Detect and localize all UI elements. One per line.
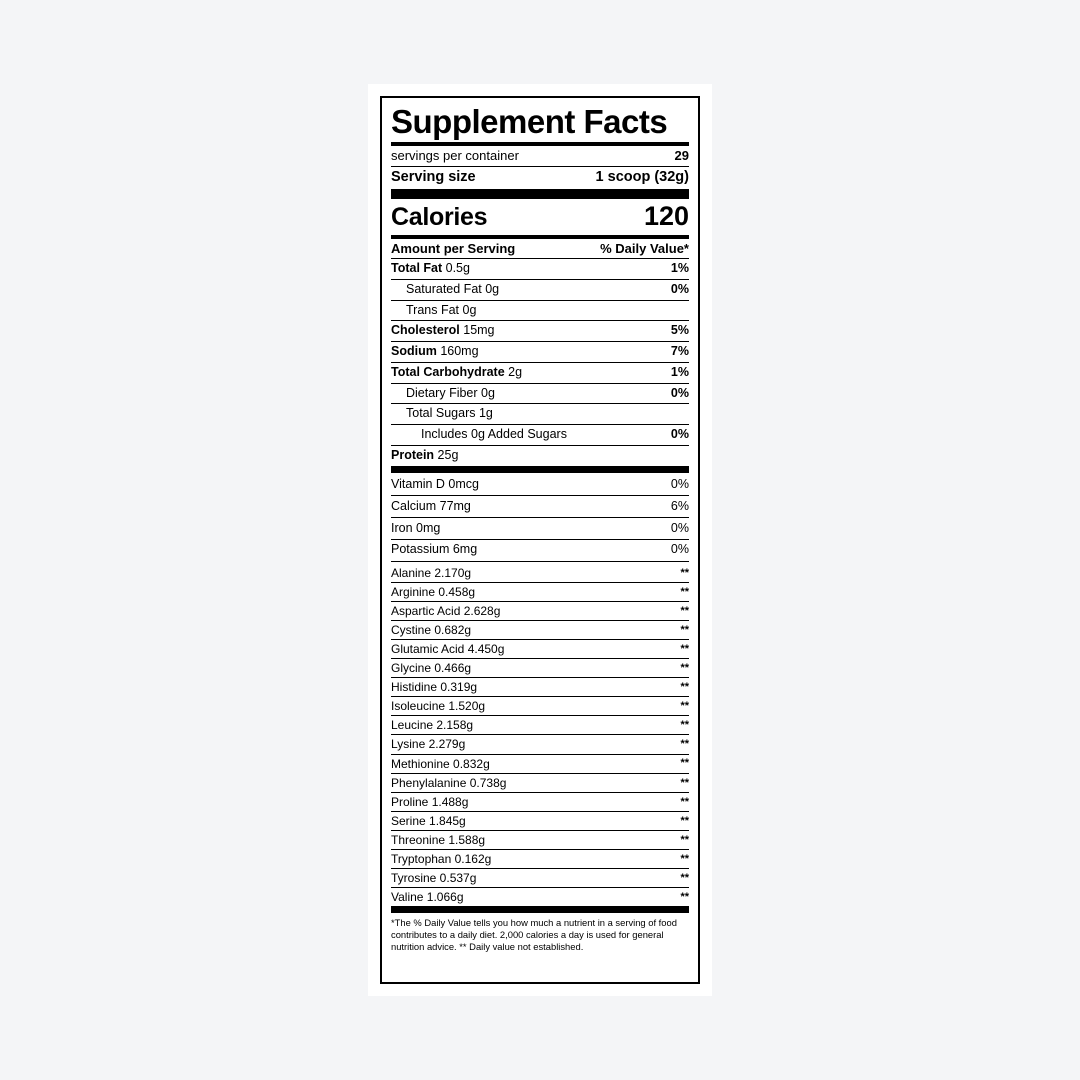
amino-acid-row <box>391 888 689 906</box>
amino-acid-row <box>391 678 689 696</box>
amino-acid-daily-value: ** <box>680 681 689 694</box>
nutrient-name: Total Carbohydrate 2g <box>391 364 523 379</box>
amino-acid-row <box>391 564 689 582</box>
vitamin-name: Calcium 77mg <box>391 498 471 513</box>
amino-acid-name: Tryptophan 0.162g <box>391 852 492 867</box>
vitamin-row <box>391 496 689 517</box>
footnote-text: *The % Daily Value tells you how much a nutrient in a serving of food contributes to a daily diet. 2,000 calories a day is used for general nutrition advice. ** Daily value not established. <box>391 917 677 953</box>
daily-value-header-row <box>391 239 689 259</box>
nutrient-name: Dietary Fiber 0g <box>406 385 495 400</box>
divider-serving-size <box>391 189 689 199</box>
amino-acid-name: Phenylalanine 0.738g <box>391 775 507 790</box>
amino-acid-row <box>391 716 689 734</box>
amino-acid-row <box>391 659 689 677</box>
amino-acid-row <box>391 735 689 753</box>
amino-acid-daily-value: ** <box>680 891 689 904</box>
nutrient-row <box>391 259 689 279</box>
nutrient-row <box>391 342 689 362</box>
amino-acid-name: Serine 1.845g <box>391 813 466 828</box>
nutrient-daily-value: 1% <box>670 364 689 379</box>
amino-acid-daily-value: ** <box>680 585 689 598</box>
vitamin-row <box>391 540 689 561</box>
amino-acid-row <box>391 831 689 849</box>
nutrient-row <box>391 321 689 341</box>
nutrient-row <box>391 301 689 321</box>
amino-acid-daily-value: ** <box>680 604 689 617</box>
amino-acid-row <box>391 697 689 715</box>
servings-per-container-value: 29 <box>674 147 689 163</box>
nutrient-row <box>391 280 689 300</box>
serving-size-value: 1 scoop (32g) <box>595 169 689 186</box>
amount-per-serving-label: Amount per Serving <box>391 240 516 256</box>
nutrient-name: Cholesterol 15mg <box>391 323 495 338</box>
amino-acid-name: Glutamic Acid 4.450g <box>391 641 505 656</box>
vitamin-daily-value: 6% <box>670 498 689 513</box>
serving-size-label: Serving size <box>391 169 476 186</box>
amino-acid-daily-value: ** <box>680 566 689 579</box>
nutrient-name: Total Fat 0.5g <box>391 261 470 276</box>
amino-acid-daily-value: ** <box>680 795 689 808</box>
nutrient-row <box>391 384 689 404</box>
nutrient-name: Protein 25g <box>391 447 459 462</box>
servings-per-container-label: servings per container <box>391 147 519 163</box>
servings-per-container-row <box>391 146 689 166</box>
daily-value-header-label: % Daily Value* <box>600 240 689 256</box>
nutrient-name: Total Sugars 1g <box>406 406 493 421</box>
vitamin-daily-value: 0% <box>670 477 689 492</box>
vitamin-name: Vitamin D 0mcg <box>391 477 479 492</box>
nutrient-row <box>391 363 689 383</box>
supplement-facts-panel <box>380 96 700 984</box>
nutrient-name: Trans Fat 0g <box>406 302 477 317</box>
supplement-facts-card <box>368 84 712 996</box>
amino-acid-daily-value: ** <box>680 661 689 674</box>
nutrient-daily-value: 0% <box>670 281 689 296</box>
amino-acid-row <box>391 850 689 868</box>
amino-acid-daily-value: ** <box>680 852 689 865</box>
vitamin-row <box>391 475 689 496</box>
vitamin-name: Potassium 6mg <box>391 542 478 557</box>
amino-acid-daily-value: ** <box>680 623 689 636</box>
vitamin-name: Iron 0mg <box>391 520 441 535</box>
vitamin-daily-value: 0% <box>670 542 689 557</box>
amino-acid-name: Valine 1.066g <box>391 890 464 905</box>
amino-acid-row <box>391 602 689 620</box>
nutrient-daily-value: 7% <box>670 344 689 359</box>
amino-acid-name: Arginine 0.458g <box>391 584 476 599</box>
amino-acid-daily-value: ** <box>680 814 689 827</box>
amino-acid-row <box>391 755 689 773</box>
nutrient-row <box>391 404 689 424</box>
amino-acid-row <box>391 812 689 830</box>
nutrients-section <box>391 259 689 466</box>
calories-row <box>391 199 689 235</box>
amino-acid-name: Glycine 0.466g <box>391 661 472 676</box>
nutrient-daily-value: 5% <box>670 323 689 338</box>
amino-acid-name: Tyrosine 0.537g <box>391 871 477 886</box>
amino-acid-daily-value: ** <box>680 738 689 751</box>
amino-acid-name: Threonine 1.588g <box>391 832 486 847</box>
amino-acid-name: Aspartic Acid 2.628g <box>391 603 501 618</box>
nutrient-daily-value: 1% <box>670 261 689 276</box>
amino-acid-row <box>391 869 689 887</box>
divider-protein <box>391 466 689 473</box>
amino-acid-name: Methionine 0.832g <box>391 756 490 771</box>
nutrient-name: Saturated Fat 0g <box>406 281 500 296</box>
nutrient-name: Includes 0g Added Sugars <box>421 427 567 442</box>
nutrient-name: Sodium 160mg <box>391 344 479 359</box>
amino-acid-name: Lysine 2.279g <box>391 737 466 752</box>
amino-acid-row <box>391 640 689 658</box>
panel-title: Supplement Facts <box>391 103 668 140</box>
nutrient-daily-value: 0% <box>670 385 689 400</box>
amino-acid-row <box>391 621 689 639</box>
calories-label: Calories <box>391 202 488 231</box>
amino-acid-daily-value: ** <box>680 757 689 770</box>
vitamin-daily-value: 0% <box>670 520 689 535</box>
serving-size-row <box>391 167 689 189</box>
amino-acid-row <box>391 583 689 601</box>
amino-acid-daily-value: ** <box>680 642 689 655</box>
amino-acid-name: Cystine 0.682g <box>391 622 472 637</box>
nutrient-row <box>391 446 689 466</box>
nutrient-daily-value: 0% <box>670 427 689 442</box>
divider-footnote <box>391 906 689 913</box>
amino-acid-row <box>391 774 689 792</box>
amino-acid-name: Proline 1.488g <box>391 794 469 809</box>
amino-acid-daily-value: ** <box>680 700 689 713</box>
amino-acid-daily-value: ** <box>680 872 689 885</box>
amino-acid-daily-value: ** <box>680 776 689 789</box>
amino-acid-daily-value: ** <box>680 833 689 846</box>
vitamin-row <box>391 518 689 539</box>
amino-acid-daily-value: ** <box>680 719 689 732</box>
amino-acid-row <box>391 793 689 811</box>
amino-acid-name: Leucine 2.158g <box>391 718 474 733</box>
nutrient-row <box>391 425 689 445</box>
amino-acid-name: Alanine 2.170g <box>391 565 472 580</box>
amino-acid-name: Histidine 0.319g <box>391 680 478 695</box>
calories-value: 120 <box>643 200 689 231</box>
amino-acid-name: Isoleucine 1.520g <box>391 699 486 714</box>
vitamins-section <box>391 475 689 562</box>
amino-acids-section <box>391 564 689 907</box>
